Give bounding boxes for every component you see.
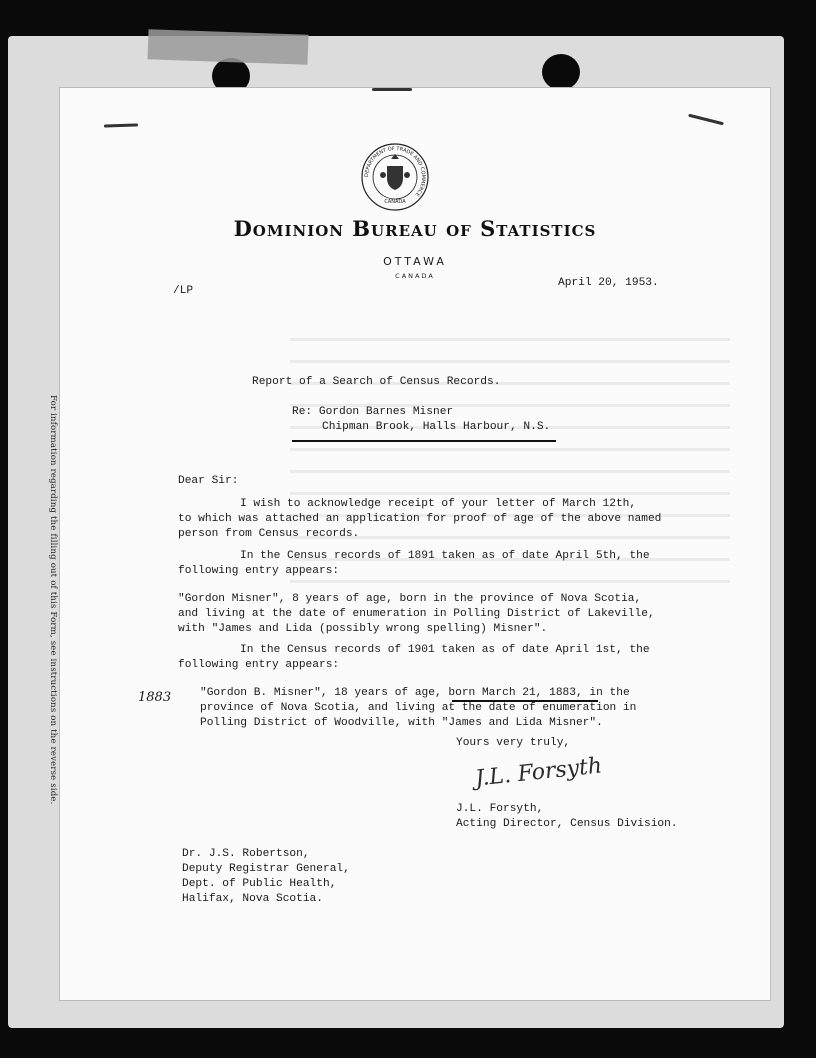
para5-line2: province of Nova Scotia, and living at the date of enumeration in — [200, 702, 637, 714]
letter-page — [60, 88, 770, 1000]
staple-mark-top — [372, 88, 412, 91]
coat-of-arms-seal — [360, 142, 430, 212]
signer-title: Acting Director, Census Division. — [456, 818, 678, 830]
salutation: Dear Sir: — [178, 475, 239, 487]
para4-line2: following entry appears: — [178, 659, 340, 671]
re-line-address: Chipman Brook, Halls Harbour, N.S. — [322, 421, 551, 433]
letter-date: April 20, 1953. — [558, 277, 659, 289]
signer-name: J.L. Forsyth, — [456, 803, 544, 815]
addressee-line3: Dept. of Public Health, — [182, 878, 337, 890]
para1-line1: I wish to acknowledge receipt of your letter of March 12th, — [240, 498, 637, 510]
addressee-line2: Deputy Registrar General, — [182, 863, 350, 875]
letterhead-title: Dominion Bureau of Statistics — [233, 216, 597, 241]
para1-line3: person from Census records. — [178, 528, 360, 540]
signature: J.L. Forsyth — [474, 753, 604, 792]
para3-line3: with "James and Lida (possibly wrong spelling) Misner". — [178, 623, 548, 635]
reference-initials: /LP — [173, 285, 194, 297]
para5-line3: Polling District of Woodville, with "James and Lida Misner". — [200, 717, 603, 729]
para4-line1: In the Census records of 1901 taken as of date April 1st, the — [240, 644, 650, 656]
subject-rule — [292, 440, 556, 442]
addressee-line4: Halifax, Nova Scotia. — [182, 893, 323, 905]
staple-mark-left — [104, 123, 138, 127]
para5-line1: "Gordon B. Misner", 18 years of age, born March 21, 1883, in the — [200, 687, 630, 699]
para2-line2: following entry appears: — [178, 565, 340, 577]
closing: Yours very truly, — [456, 737, 571, 749]
para1-line2: to which was attached an application for proof of age of the above named — [178, 513, 662, 525]
staple-mark-right — [688, 114, 724, 126]
para3-line2: and living at the date of enumeration in Polling District of Lakeville, — [178, 608, 655, 620]
tape-strip — [148, 29, 309, 65]
side-instruction-note: For information regarding the filling out of this Form, see instructions on the reverse side. — [48, 395, 58, 805]
seal-bottom-text: CANADA — [384, 199, 406, 205]
addressee-line1: Dr. J.S. Robertson, — [182, 848, 310, 860]
handwritten-margin-note: 1883 — [138, 690, 172, 705]
letterhead-country: CANADA — [395, 272, 435, 280]
para2-line1: In the Census records of 1891 taken as of date April 5th, the — [240, 550, 650, 562]
re-line-name: Re: Gordon Barnes Misner — [292, 406, 454, 418]
subject-title: Report of a Search of Census Records. — [252, 376, 501, 388]
para3-line1: "Gordon Misner", 8 years of age, born in the province of Nova Scotia, — [178, 593, 642, 605]
punch-hole-right — [542, 54, 580, 90]
letterhead-city: OTTAWA — [383, 255, 447, 268]
seal-ring-text: DEPARTMENT OF TRADE AND COMMERCE — [363, 145, 427, 198]
